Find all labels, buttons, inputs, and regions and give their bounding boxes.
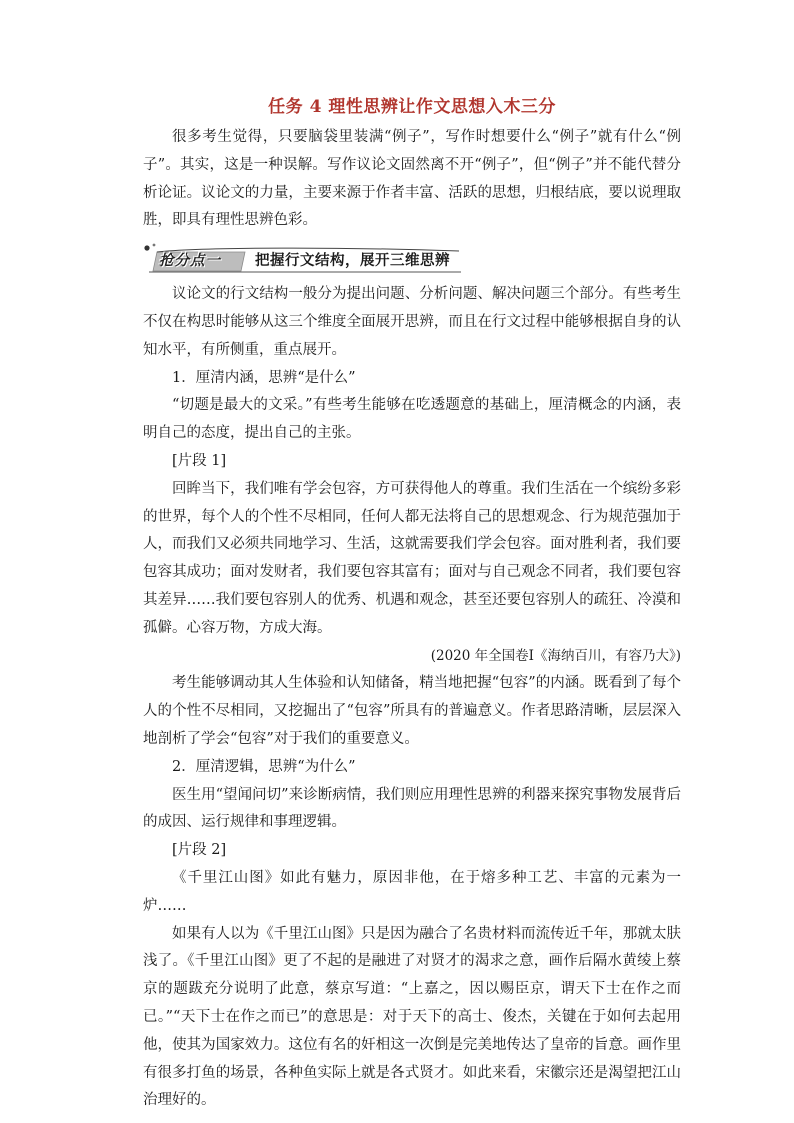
point2-text: 医生用“望闻问切”来诊断病情，我们则应用理性思辨的利器来探究事物发展背后的成因、运行规律和事理逻辑。	[143, 786, 681, 831]
point1-text: “切题是最大的文采。”有些考生能够在吃透题意的基础上，厘清概念的内涵，表明自己的态度，提出自己的主张。	[143, 397, 681, 442]
point1-comment: 考生能够调动其人生体验和认知储备，精当地把握“包容”的内涵。既看到了每个人的个性不尽相同，又挖掘出了“包容”所具有的普遍意义。作者思路清晰，层层深入地剖析了学会“包容”对于我们的重要意义。	[143, 675, 681, 747]
fragment1-source: (2020 年全国卷Ⅰ《海纳百川，有容乃大》)	[430, 647, 681, 664]
section-tag: 抢分点一	[159, 252, 221, 270]
page-title: 任务 4 理性思辨让作文思想入木三分	[268, 97, 556, 117]
fragment2-paragraph-2: 如果有人以为《千里江山图》只是因为融合了名贵材料而流传近千年，那就太肤浅了。《千里江山图》更了不起的是融进了对贤才的渴求之意，画作后隔水黄绫上蔡京的题跋充分说明了此意，蔡京写道：“上嘉之，因以赐臣京，谓天下士在作之而已。”“天下士在作之而已”的意思是：对于天下的高士、俊杰，关键在于如何去起用他，使其为国家效力。这位有名的奸相这一次倒是完美地传达了皇帝的旨意。画作里有很多打鱼的场景，各种鱼实际上就是各式贤才。如此来看，宋徽宗还是渴望把江山治理好的。	[143, 925, 681, 1109]
section-heading: 把握行文结构，展开三维思辨	[255, 252, 450, 270]
intro-paragraph: 很多考生觉得，只要脑袋里装满“例子”，写作时想要什么“例子”就有什么“例子”。其实，这是一种误解。写作议论文固然离不开“例子”，但“例子”并不能代替分析论证。议论文的力量，主要来源于作者丰富、活跃的思想，归根结底，要以说理取胜，即具有理性思辨色彩。	[143, 129, 681, 229]
fragment1-label: [片段 1]	[172, 452, 227, 469]
section-intro-paragraph: 议论文的行文结构一般分为提出问题、分析问题、解决问题三个部分。有些考生不仅在构思时能够从这三个维度全面展开思辨，而且在行文过程中能够根据自身的认知水平，有所侧重，重点展开。	[143, 286, 681, 358]
point2-heading: 2．厘清逻辑，思辨“为什么”	[172, 758, 356, 775]
fragment2-label: [片段 2]	[172, 842, 227, 859]
document-page	[143, 96, 681, 1115]
fragment1-text: 回眸当下，我们唯有学会包容，方可获得他人的尊重。我们生活在一个缤纷多彩的世界，每个人的个性不尽相同，任何人都无法将自己的思想观念、行为规范强加于人，而我们又必须共同地学习、生活，这就需要我们学会包容。面对胜利者，我们要包容其成功；面对发财者，我们要包容其富有；面对与自己观念不同者，我们要包容其差异……我们要包容别人的优秀、机遇和观念，甚至还要包容别人的疏狂、冷漠和孤僻。心容万物，方成大海。	[143, 480, 681, 636]
point1-heading: 1．厘清内涵，思辨“是什么”	[172, 369, 356, 386]
fragment2-paragraph-1: 《千里江山图》如此有魅力，原因非他，在于熔多种工艺、丰富的元素为一炉……	[143, 869, 681, 914]
section-banner	[143, 241, 681, 275]
